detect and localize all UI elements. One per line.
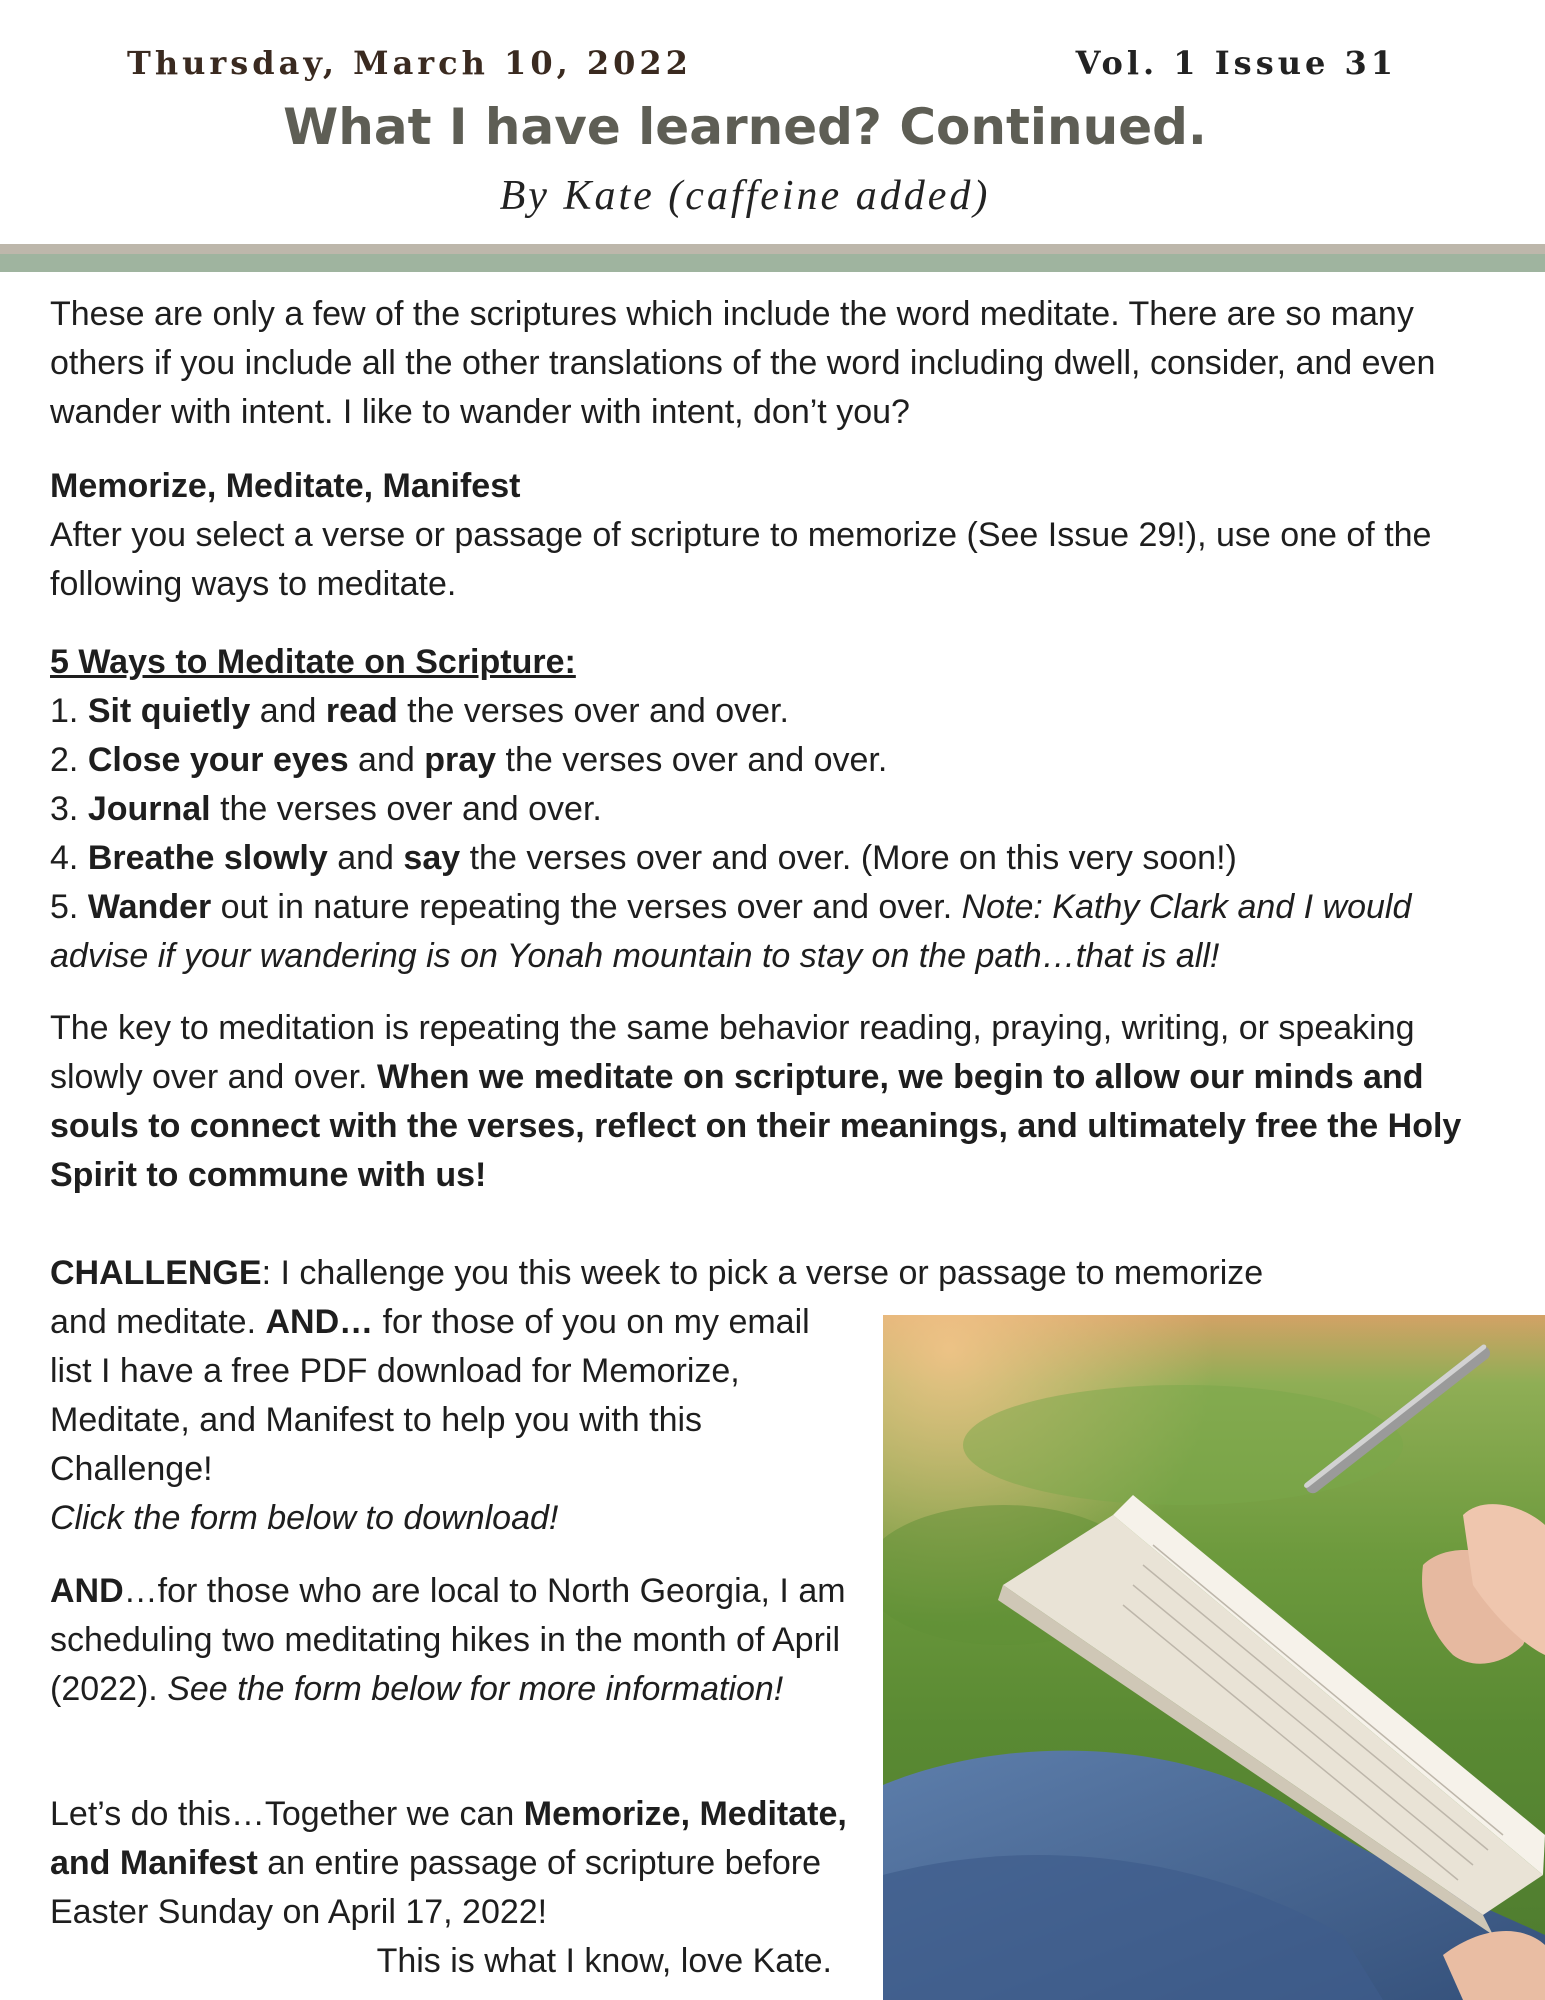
closing-text: an entire passage of scripture before Easter Sunday on April 17, 2022! [50, 1844, 822, 1931]
intro-paragraph [50, 290, 1480, 437]
item-number: 4. [50, 839, 88, 877]
list-item [50, 785, 1480, 834]
list-item [50, 834, 1480, 883]
item-text: and [250, 692, 326, 730]
date-line: Thursday, March 10, 2022 [127, 44, 692, 82]
challenge-download-note: Click the form below to download! [50, 1499, 559, 1537]
list-item [50, 883, 1480, 981]
ways-heading: 5 Ways to Meditate on Scripture: [50, 643, 576, 681]
item-bold: Wander [87, 888, 212, 926]
challenge-text: : I challenge you this week to pick a verse or passage to memorize [261, 1254, 1264, 1292]
key-paragraph [50, 1004, 1480, 1200]
header-divider-top [0, 244, 1545, 254]
mmm-heading: Memorize, Meditate, Manifest [50, 467, 521, 505]
item-bold: pray [424, 741, 497, 779]
item-text: out in nature repeating the verses over and over. [211, 888, 962, 926]
item-bold: read [325, 692, 398, 730]
closing-text: Let’s do this…Together we can [50, 1795, 524, 1833]
closing-bold: Memorize, Meditate, and Manifest [50, 1795, 847, 1882]
challenge-continued [50, 1298, 850, 1543]
item-bold: say [403, 839, 461, 877]
hikes-text: …for those who are local to North Georgia, I am scheduling two meditating hikes in the month of April (2022). [50, 1572, 846, 1708]
item-text: the verses over and over. [397, 692, 789, 730]
header-divider-bottom [0, 254, 1545, 272]
item-number: 2. [50, 741, 88, 779]
hikes-and: AND [50, 1572, 124, 1610]
hikes-note: See the form below for more information! [167, 1670, 784, 1708]
challenge-and: AND… [265, 1303, 374, 1341]
item-text: the verses over and over. (More on this very soon!) [460, 839, 1237, 877]
ways-section [50, 638, 1480, 981]
challenge-text: for those of you on my email list I have a free PDF download for Memorize, Meditate, and Manifest to help you with this Challenge! [50, 1303, 810, 1488]
page-title: What I have learned? Continued. [283, 98, 1207, 156]
item-number: 1. [50, 692, 88, 730]
signoff: This is what I know, love Kate. [376, 1942, 832, 1980]
mmm-text: After you select a verse or passage of scripture to memorize (See Issue 29!), use one of the following ways to meditate. [50, 516, 1432, 603]
item-text: and [348, 741, 425, 779]
item-number: 5. [50, 888, 88, 926]
key-text: The key to meditation is repeating the same behavior reading, praying, writing, or speaking slowly over and over. [50, 1009, 1415, 1096]
item-bold: Close your eyes [87, 741, 349, 779]
item-bold: Breathe slowly [87, 839, 328, 877]
challenge-text: and meditate. [50, 1303, 266, 1341]
item-number: 3. [50, 790, 88, 828]
key-bold: When we meditate on scripture, we begin to allow our minds and souls to connect with the verses, reflect on their meanings, and ultimately free the Holy Spirit to commune with us! [50, 1058, 1462, 1194]
challenge-first-line [50, 1249, 1480, 1298]
mmm-section [50, 462, 1480, 609]
closing-paragraph [50, 1790, 850, 1986]
list-item [50, 736, 1480, 785]
issue-number: Vol. 1 Issue 31 [1075, 44, 1397, 82]
hikes-paragraph [50, 1567, 850, 1714]
challenge-label: CHALLENGE [50, 1254, 262, 1292]
item-bold: Sit quietly [87, 692, 251, 730]
item-text: and [327, 839, 404, 877]
item-note: Note: Kathy Clark and I would advise if your wandering is on Yonah mountain to stay on the path…that is all! [50, 888, 1412, 975]
intro-text: These are only a few of the scriptures which include the word meditate. There are so many others if you include all the other translations of the word including dwell, consider, and even wander with intent. I like to wander with intent, don’t you? [50, 295, 1436, 431]
journaling-photo [883, 1315, 1545, 2000]
list-item [50, 687, 1480, 736]
byline: By Kate (caffeine added) [499, 173, 991, 219]
item-text: the verses over and over. [496, 741, 888, 779]
item-bold: Journal [87, 790, 211, 828]
item-text: the verses over and over. [210, 790, 602, 828]
